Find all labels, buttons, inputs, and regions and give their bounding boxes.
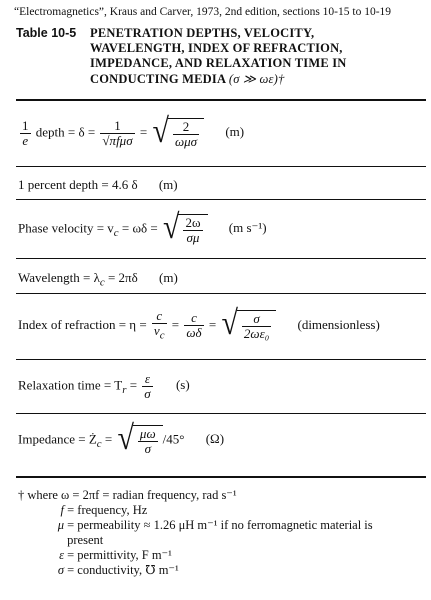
depth-fraction: $\frac{1}{\text{√πfμσ}}$ <box>102 118 133 148</box>
footnote-line: f = frequency, Hz <box>60 503 148 517</box>
relaxation-fraction: $\frac{\varepsilon}{\sigma}$ <box>144 371 151 401</box>
index-unit: (dimensionless) <box>297 316 380 332</box>
equals-sign: = <box>139 124 148 140</box>
index-fraction-1: $\frac{c}{v_c}$ <box>153 308 165 342</box>
depth-sqrt: √ $\frac{2}{\text{ωμσ}}$ <box>152 118 204 149</box>
row-divider <box>16 359 426 360</box>
footnote-line: ε = permittivity, F m⁻¹ <box>59 548 172 562</box>
depth-label: depth = δ = <box>35 124 96 140</box>
equals-sign: = <box>208 316 217 332</box>
depth-unit: (m) <box>225 124 245 140</box>
row-divider <box>16 258 426 259</box>
row-depth <box>18 112 245 151</box>
row-divider <box>16 199 426 200</box>
footnote-line: present <box>67 533 104 547</box>
index-label: Index of refraction = η = <box>18 316 147 332</box>
footnote-line: μ = permeability ≈ 1.26 μH m⁻¹ if no ferromagnetic material is <box>57 518 373 532</box>
wavelength-unit: (m) <box>159 270 178 285</box>
one-over-e: $\frac{1}{e}$ <box>22 118 29 148</box>
index-fraction-2: $\frac{c}{\omega\delta}$ <box>186 310 202 341</box>
impedance-angle: /45° <box>162 431 185 447</box>
table-title-line-1: PENETRATION DEPTHS, VELOCITY, <box>90 26 315 40</box>
wavelength-label: Wavelength = λ <box>18 270 100 285</box>
footnote-line: σ = conductivity, ℧ m⁻¹ <box>57 563 179 577</box>
table-title-line-2: WAVELENGTH, INDEX OF REFRACTION, <box>90 41 343 55</box>
bottom-rule <box>16 476 426 478</box>
row-impedance <box>18 419 225 458</box>
percent-depth-text: 1 percent depth = 4.6 δ <box>18 177 138 192</box>
phase-velocity-unit: (m s⁻¹) <box>228 220 267 236</box>
row-relaxation-time <box>18 372 190 401</box>
impedance-sqrt: √ $\frac{\mu\omega}{\sigma}$ <box>117 425 162 456</box>
impedance-eq: = <box>101 431 113 447</box>
footnote <box>18 488 373 578</box>
impedance-unit: (Ω) <box>205 431 225 447</box>
row-divider <box>16 293 426 294</box>
source-citation: “Electromagnetics”, Kraus and Carver, 1973, 2nd edition, sections 10-15 to 10-19 <box>14 6 392 18</box>
impedance-label: Impedance = Ż <box>18 431 97 447</box>
impedance-sub: c <box>96 438 102 451</box>
title-condition: (σ ≫ ωε)† <box>228 72 285 86</box>
phase-velocity-sqrt: √ $\frac{2\omega}{\sigma\mu}$ <box>163 214 208 245</box>
table-title-line-4 <box>90 71 284 87</box>
title-text: CONDUCTING MEDIA <box>90 72 226 86</box>
row-index-of-refraction <box>18 304 380 343</box>
phase-velocity-label: Phase velocity = v <box>18 220 114 236</box>
table-title-line-3: IMPEDANCE, AND RELAXATION TIME IN <box>90 56 347 70</box>
row-divider <box>16 166 426 167</box>
row-phase-velocity <box>18 208 267 247</box>
index-sqrt: √ $\frac{\sigma}{\text{2ωε₀}}$ <box>221 310 276 341</box>
relaxation-eq: = <box>126 377 138 393</box>
relaxation-label: Relaxation time = T <box>18 377 123 393</box>
wavelength-mid: = 2πδ <box>104 270 138 285</box>
equals-sign: = <box>171 316 180 332</box>
row-wavelength <box>18 270 178 289</box>
phase-velocity-mid: = ωδ = <box>118 220 158 236</box>
top-rule <box>16 99 426 101</box>
wavelength-sub: c <box>99 276 105 289</box>
footnote-line: † where ω = 2πf = radian frequency, rad s⁻¹ <box>18 488 237 502</box>
row-percent-depth <box>18 177 178 193</box>
percent-depth-unit: (m) <box>158 177 178 192</box>
table-number: Table 10-5 <box>16 26 77 40</box>
relaxation-sub: r <box>122 384 127 397</box>
relaxation-unit: (s) <box>175 377 190 393</box>
phase-velocity-sub: c <box>113 227 119 240</box>
row-divider <box>16 413 426 414</box>
